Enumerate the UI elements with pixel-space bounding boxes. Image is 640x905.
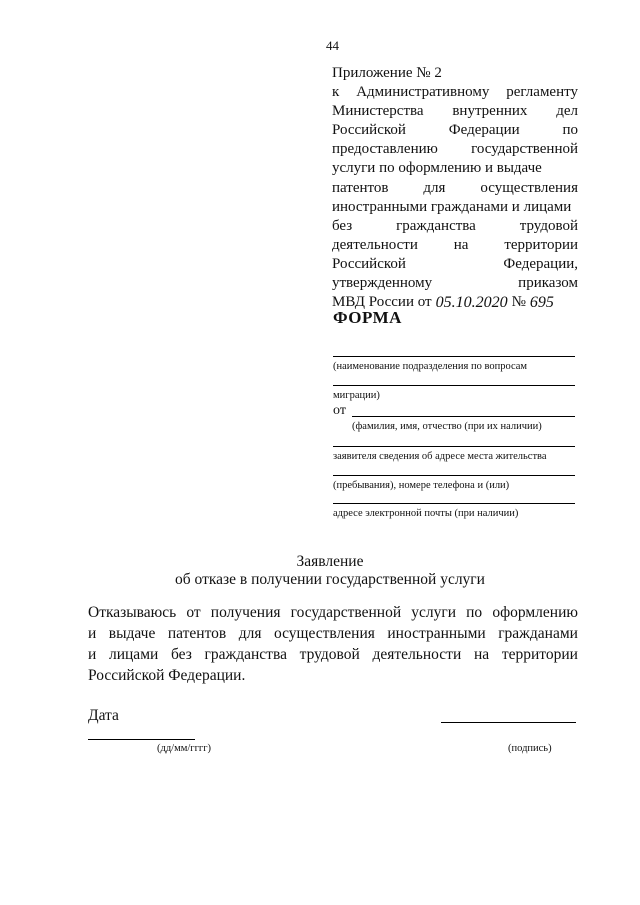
page-number: 44 <box>326 38 339 53</box>
appendix-word: без <box>332 217 353 234</box>
appendix-line <box>332 217 578 236</box>
appendix-word: иностранными гражданами и лицами <box>332 198 572 215</box>
addressee-caption-3: (фамилия, имя, отчество (при их наличии) <box>352 421 542 432</box>
body-word: государственной <box>290 604 402 621</box>
date-caption: (дд/мм/гггг) <box>157 743 212 754</box>
body-line <box>88 602 578 623</box>
body-line <box>88 623 578 644</box>
appendix-line <box>332 121 578 140</box>
form-title: ФОРМА <box>333 308 402 327</box>
body-word: и <box>88 625 97 642</box>
body-word: гражданами <box>498 625 578 642</box>
body-word: получения <box>210 604 281 621</box>
appendix-word: территории <box>504 236 578 253</box>
signature-line[interactable] <box>441 722 576 723</box>
body-word: патентов <box>167 625 227 642</box>
appendix-word: патентов <box>332 179 389 196</box>
appendix-word: Федерации <box>448 122 520 139</box>
addressee-caption-1: (наименование подразделения по вопросам <box>333 361 528 372</box>
appendix-lines <box>332 64 578 293</box>
appendix-word: по <box>562 122 578 139</box>
body-word: гражданства <box>204 646 287 663</box>
appendix-word: деятельности <box>332 236 418 253</box>
appendix-line <box>332 274 578 293</box>
addressee-caption-4: заявителя сведения об адресе места жительства <box>333 451 547 462</box>
appendix-line <box>332 159 578 178</box>
appendix-word: Приложение № 2 <box>332 65 442 81</box>
order-number: 695 <box>529 294 554 312</box>
body-word: Российской Федерации. <box>88 667 246 684</box>
appendix-word: услуги по оформлению и выдаче <box>332 160 542 177</box>
addressee-line-4[interactable] <box>333 475 575 476</box>
date-line[interactable] <box>88 739 195 740</box>
body-word: выдаче <box>108 625 156 642</box>
appendix-word: Федерации, <box>503 255 578 272</box>
order-date: 05.10.2020 <box>435 294 508 312</box>
body-word: на <box>473 646 490 663</box>
addressee-line-3[interactable] <box>333 446 575 447</box>
statement-title: Заявление <box>296 553 364 570</box>
appendix-line <box>332 179 578 198</box>
appendix-word: для <box>423 179 446 196</box>
appendix-word: дел <box>556 103 578 120</box>
appendix-word: на <box>453 236 469 253</box>
addressee-line-1[interactable] <box>333 356 575 357</box>
addressee-line-5[interactable] <box>333 503 575 504</box>
body-word: без <box>170 646 192 663</box>
applicant-name-line[interactable] <box>352 416 575 417</box>
appendix-line <box>332 102 578 121</box>
body-word: иностранными <box>387 625 486 642</box>
appendix-word: Министерства <box>332 103 424 120</box>
appendix-line <box>332 140 578 159</box>
body-word: для <box>238 625 262 642</box>
appendix-word: приказом <box>518 275 578 292</box>
appendix-line <box>332 198 578 217</box>
order-prefix: МВД России от <box>332 294 432 311</box>
body-word: от <box>186 604 201 621</box>
body-word: Отказываюсь <box>88 604 177 621</box>
appendix-word: гражданства <box>396 217 476 234</box>
appendix-word: осуществления <box>480 179 578 196</box>
appendix-word: внутренних <box>452 103 528 120</box>
appendix-block <box>332 64 578 312</box>
appendix-line <box>332 255 578 274</box>
appendix-word: утвержденному <box>332 275 433 292</box>
body-word: трудовой <box>299 646 360 663</box>
date-label: Дата <box>88 707 119 724</box>
body-word: территории <box>501 646 578 663</box>
appendix-line <box>332 236 578 255</box>
body-word: оформлению <box>492 604 578 621</box>
from-label: от <box>333 403 346 418</box>
body-line <box>88 644 578 665</box>
statement-body <box>88 602 578 686</box>
appendix-word: государственной <box>471 141 578 158</box>
signature-caption: (подпись) <box>508 743 552 754</box>
addressee-caption-2: миграции) <box>333 390 380 401</box>
addressee-line-2[interactable] <box>333 385 575 386</box>
appendix-word: Российской <box>332 122 406 139</box>
body-word: по <box>466 604 483 621</box>
appendix-word: к <box>332 84 340 101</box>
statement-subtitle: об отказе в получении государственной услуги <box>175 571 485 588</box>
body-word: деятельности <box>372 646 462 663</box>
order-number-label: № <box>511 294 526 311</box>
body-word: осуществления <box>274 625 375 642</box>
addressee-caption-5: (пребывания), номере телефона и (или) <box>333 480 510 491</box>
body-word: услуги <box>411 604 457 621</box>
appendix-word: регламенту <box>506 84 578 101</box>
body-word: лицами <box>108 646 159 663</box>
addressee-caption-6: адресе электронной почты (при наличии) <box>333 508 519 519</box>
appendix-word: Российской <box>332 255 406 272</box>
appendix-word: трудовой <box>519 217 578 234</box>
body-line <box>88 665 578 686</box>
appendix-word: предоставлению <box>332 141 438 158</box>
appendix-line <box>332 64 578 83</box>
appendix-word: Административному <box>356 84 490 101</box>
body-word: и <box>88 646 97 663</box>
appendix-line <box>332 83 578 102</box>
